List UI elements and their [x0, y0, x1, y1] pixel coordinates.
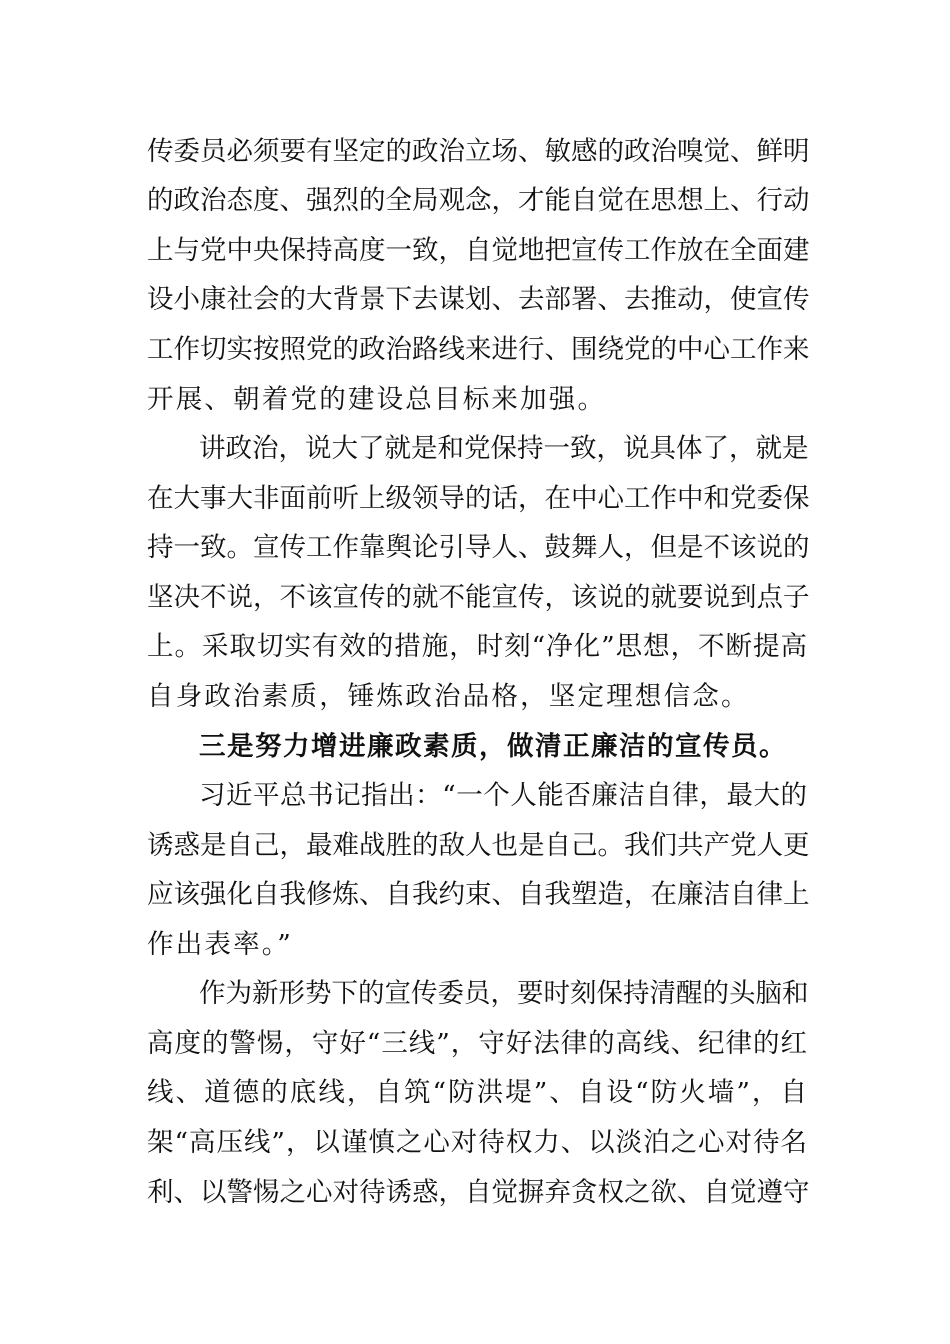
paragraph-first-line: 作为新形势下的宣传委员，要时刻保持清醒的头脑和: [199, 978, 809, 1009]
paragraph-first-line: 习近平总书记指出：“一个人能否廉洁自律，最大的: [199, 780, 807, 811]
body-text-line: 工作切实按照党的政治路线来进行、围绕党的中心工作来: [147, 334, 810, 365]
body-text-line: 在大事大非面前听上级领导的话，在中心工作中和党委保: [147, 483, 810, 514]
body-text-line: 传委员必须要有坚定的政治立场、敏感的政治嗅觉、鲜明: [147, 136, 810, 167]
body-text-line: 高度的警惕，守好“三线”，守好法律的高线、纪律的红: [147, 1028, 807, 1059]
body-text-line: 坚决不说，不该宣传的就不能宣传，该说的就要说到点子: [147, 582, 810, 613]
body-text-line: 线、道德的底线，自筑“防洪堤”、自设“防火墙”，自: [147, 1077, 807, 1108]
body-text-line: 诱惑是自己，最难战胜的敌人也是自己。我们共产党人更: [147, 830, 810, 861]
body-text-line: 作出表率。”: [147, 929, 293, 960]
body-text-line: 架“高压线”，以谨慎之心对待权力、以淡泊之心对待名: [147, 1127, 807, 1158]
paragraph-first-line: 讲政治，说大了就是和党保持一致，说具体了，就是: [199, 433, 809, 464]
body-text-line: 持一致。宣传工作靠舆论引导人、鼓舞人，但是不该说的: [147, 532, 810, 563]
body-text-line: 开展、朝着党的建设总目标来加强。: [147, 384, 607, 415]
body-text-line: 设小康社会的大背景下去谋划、去部署、去推动，使宣传: [147, 284, 810, 315]
section-heading: 三是努力增进廉政素质，做清正廉洁的宣传员。: [199, 731, 787, 762]
body-text-line: 的政治态度、强烈的全局观念，才能自觉在思想上、行动: [147, 185, 810, 216]
body-text-line: 应该强化自我修炼、自我约束、自我塑造，在廉洁自律上: [147, 879, 810, 910]
body-text-line: 上。采取切实有效的措施，时刻“净化”思想，不断提高: [147, 631, 807, 662]
body-text-line: 自身政治素质，锤炼政治品格，坚定理想信念。: [147, 681, 750, 712]
body-text-line: 上与党中央保持高度一致，自觉地把宣传工作放在全面建: [147, 235, 810, 266]
body-text-line: 利、以警惕之心对待诱惑，自觉摒弃贪权之欲、自觉遵守: [147, 1177, 810, 1208]
